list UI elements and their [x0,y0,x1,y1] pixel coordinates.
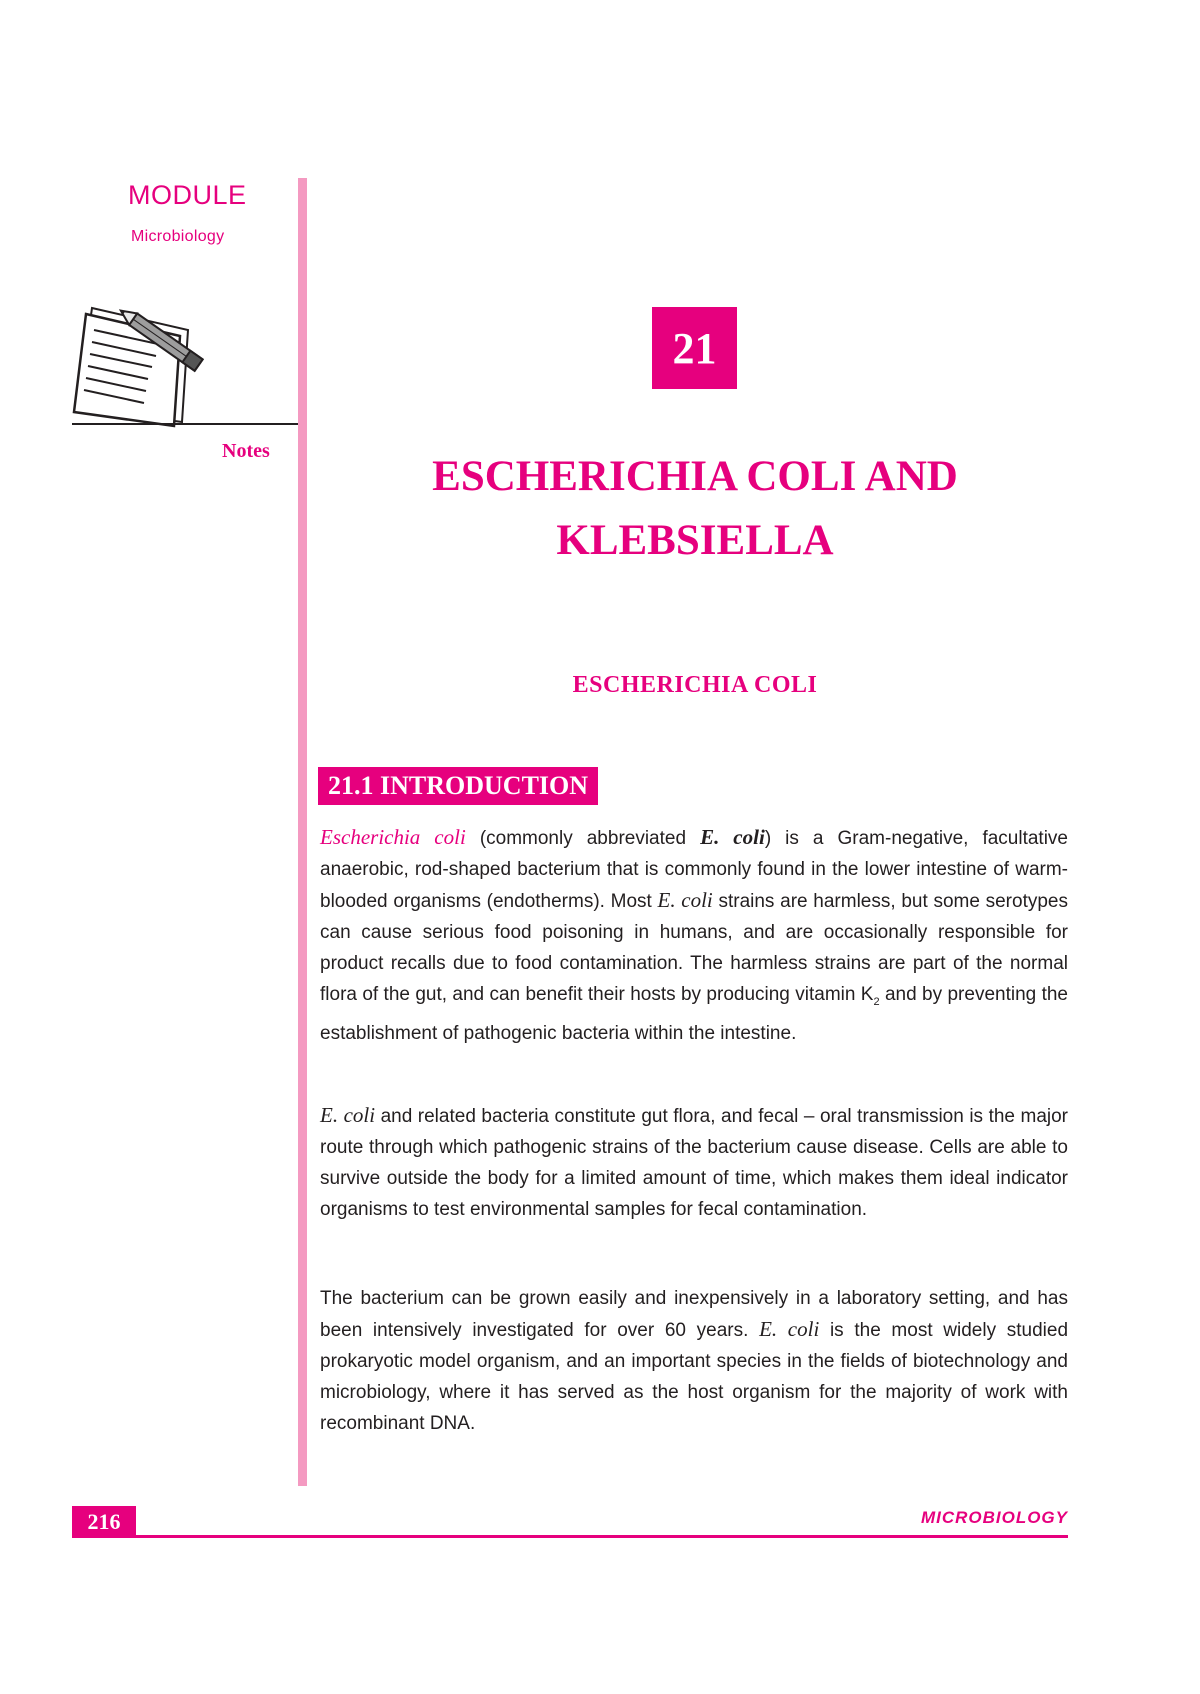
chapter-number: 21 [652,307,737,389]
subscript: 2 [873,995,880,1008]
text-run: The bacterium can be grown easily and inexpensively in a laboratory setting, and has been intensively investigated for over 60 years. [320,1288,1068,1341]
chapter-subtitle: ESCHERICHIA COLI [572,672,818,698]
chapter-title: ESCHERICHIA COLI AND KLEBSIELLA [432,453,958,564]
term-italic: E. coli [320,1103,376,1127]
text-run: is the most widely studied prokaryotic model organism, and an important species in the fields of biotechnology and microbiology, where it has served as the host organism for the majority of work with recombinant DNA. [320,1320,1069,1434]
text-run: and related bacteria constitute gut flora, and fecal – oral transmission is the major route through which pathogenic strains of the bacterium cause disease. Cells are able to survive outside the body for a limited amount of time, which makes them ideal indicator organisms to test environmental samples for fecal contamination. [320,1106,1068,1220]
text-run: (commonly abbreviated [465,828,701,849]
footer-rule [136,1535,1068,1538]
notepad-pencil-icon [70,300,220,430]
notes-divider [72,423,298,425]
term-italic: E. coli [657,888,713,912]
paragraph-1 [320,822,1068,1049]
section-heading: 21.1 INTRODUCTION [318,767,598,805]
module-label: MODULE [128,180,247,210]
margin-bar [298,178,307,1486]
sidebar [0,0,298,1694]
term-highlight: Escherichia coli [320,825,466,849]
term-abbrev: E. coli [700,825,765,849]
term-italic: E. coli [759,1317,820,1341]
page-number: 216 [72,1506,136,1538]
notes-label: Notes [222,440,270,462]
text-run: ) is a Gram-negative, facultative anaerobic, rod-shaped bacterium that is commonly found in the lower intestine of warm-blooded organisms (endotherms). Most [320,828,1069,912]
module-name: Microbiology [131,228,225,245]
footer-subject: MICROBIOLOGY [920,1508,1068,1527]
paragraph-3 [320,1283,1068,1439]
paragraph-2 [320,1100,1068,1225]
text-run: strains are harmless, but some serotypes can cause serious food poisoning in humans, and are occasionally responsible for product recalls due to food contamination. The harmless strains are part of the normal flora of the gut, and can benefit their hosts by producing vitamin K [320,891,1068,1005]
text-run: and by preventing the establishment of pathogenic bacteria within the intestine. [320,984,1068,1044]
